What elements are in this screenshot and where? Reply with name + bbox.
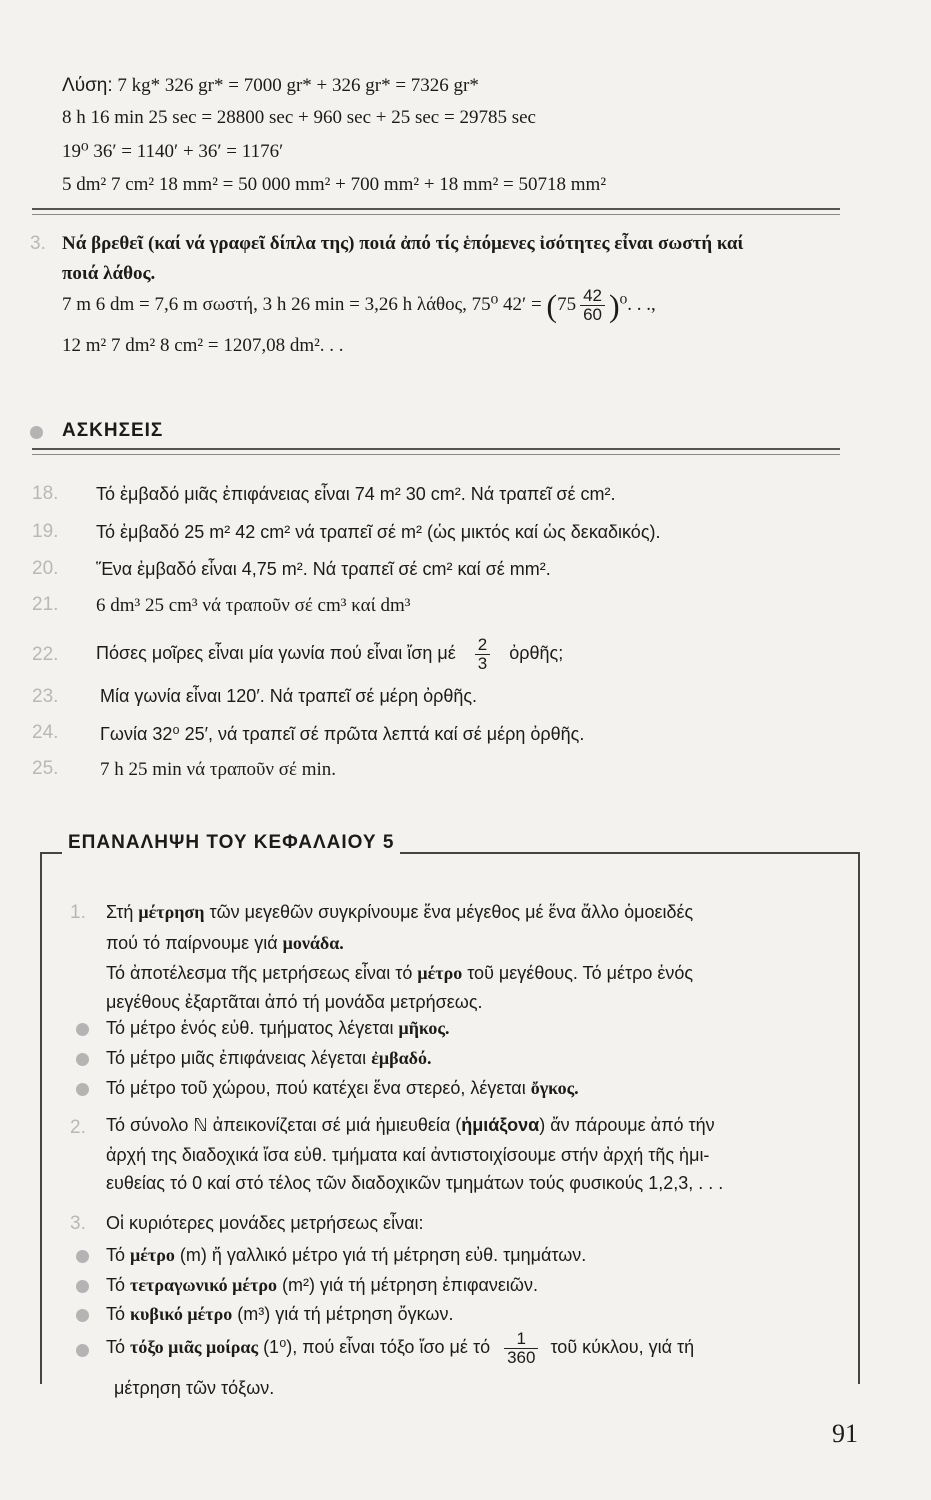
review-unit-4 [106,1325,694,1369]
exercise-22-frac-num: 2 [475,636,490,655]
exercise-23-number: 23. [32,686,59,707]
solution-line-2: 8 h 16 min 25 sec = 28800 sec + 960 sec + 25 sec = 29785 sec [62,107,536,128]
exercise-25-text: 7 h 25 min νά τραποῦν σέ min. [100,759,337,780]
exercise-22-fraction [475,636,490,673]
review-last-line: μέτρηση τῶν τόξων. [114,1378,275,1398]
open-paren: ( [546,287,558,324]
exercise-24-number: 24. [32,722,59,743]
review-unit-4-a: Τό [106,1337,131,1357]
review-unit-1 [106,1243,586,1267]
review-p2-l1c: ) ἄν πάρουμε ἀπό τήν [539,1115,715,1135]
exercise-22-frac-den: 3 [477,653,488,673]
review-p2-line-3: ευθείας τό 0 καί στό τέλος τῶν διαδοχικῶν τμημάτων τούς φυσικούς 1,2,3, . . . [106,1173,724,1193]
solution-line-4: 5 dm² 7 cm² 18 mm² = 50 000 mm² + 700 mm² + 18 mm² = 50718 mm² [62,174,607,195]
q3-line-4: 12 m² 7 dm² 8 cm² = 1207,08 dm². . . [62,335,344,356]
review-bullet-1-term: μῆκος. [398,1018,450,1038]
review-unit-2 [106,1273,538,1297]
review-unit-3-a: Τό [106,1304,131,1324]
review-bullet-2 [106,1046,431,1070]
review-unit-2-c: (m²) γιά τή μέτρηση ἐπιφανειῶν. [277,1275,538,1295]
review-p1-l3c: τοῦ μεγέθους. Τό μέτρο ἑνός [462,963,694,983]
exercise-22-line [96,631,563,675]
q3-line-3b: ⁰. . ., [619,294,656,315]
q3-frac-num: 42 [580,287,605,306]
exercise-22-tail: ὀρθῆς; [509,643,564,663]
q3-frac-whole: 75 [557,294,577,315]
review-bullet-3 [106,1076,579,1100]
review-unit-4-fraction [504,1330,538,1367]
exercise-21-number: 21. [32,594,59,615]
q3-text-1: Νά βρεθεῖ (καί νά γραφεῖ δίπλα της) ποιά ἀπό τίς ἑπόμενες ἰσότητες εἶναι σωστή καί [62,233,744,254]
q3-frac-den: 60 [583,305,602,325]
review-p1-number: 1. [70,902,86,923]
exercise-18-number: 18. [32,483,59,504]
exercise-22-text: Πόσες μοῖρες εἶναι μία γωνία πού εἶναι ἴση μέ [96,643,456,663]
q3-line-3a: 7 m 6 dm = 7,6 m σωστή, 3 h 26 min = 3,26 h λάθος, 75⁰ 42′ = [62,294,542,315]
page-number: 91 [832,1419,858,1448]
bullet-icon [76,1344,89,1357]
q3-number: 3. [30,233,46,254]
bullet-icon [76,1309,89,1322]
close-paren: ) [609,287,620,324]
exercises-title: ΑΣΚΗΣΕΙΣ [62,420,164,441]
bullet-icon [76,1053,89,1066]
review-p3-line-1: Οἱ κυριότερες μονάδες μετρήσεως εἶναι: [106,1213,424,1233]
review-bullet-2-term: ἐμβαδό. [371,1048,432,1068]
exercise-20-number: 20. [32,558,59,579]
review-p1-l3a: Τό ἀποτέλεσμα τῆς μετρήσεως εἶναι τό [106,963,418,983]
review-unit-4-c: (1⁰), πού εἶναι τόξο ἴσο μέ τό [258,1337,491,1357]
exercise-24-text: Γωνία 32⁰ 25′, νά τραπεῖ σέ πρῶτα λεπτά καί σέ μέρη ὀρθῆς. [100,724,585,744]
review-p1-line-3 [106,961,693,985]
review-p1-line-4: μεγέθους ἐξαρτᾶται ἀπό τή μονάδα μετρήσεως. [106,992,483,1012]
q3-text-2: ποιά λάθος. [62,263,156,284]
solution-line-1 [62,74,479,98]
exercise-21-text: 6 dm³ 25 cm³ νά τραποῦν σέ cm³ καί dm³ [96,595,411,616]
exercises-divider-thin [32,454,840,455]
review-unit-4-frac-num: 1 [504,1330,538,1349]
exercise-19-number: 19. [32,521,59,542]
exercise-18-text: Τό ἐμβαδό μιᾶς ἐπιφάνειας εἶναι 74 m² 30 cm². Νά τραπεῖ σέ cm². [96,484,616,504]
review-bullet-1-text: Τό μέτρο ἑνός εὐθ. τμήματος λέγεται [106,1018,399,1038]
review-p1-l1b: μέτρηση [138,902,205,922]
review-unit-3-term: κυβικό μέτρο [130,1304,233,1324]
review-bullet-3-text: Τό μέτρο τοῦ χώρου, πού κατέχει ἕνα στερεό, λέγεται [106,1078,531,1098]
review-unit-4-d: τοῦ κύκλου, γιά τή [550,1337,695,1357]
review-title: ΕΠΑΝΑΛΗΨΗ ΤΟΥ ΚΕΦΑΛΑΙΟΥ 5 [62,832,400,854]
review-unit-2-a: Τό [106,1275,131,1295]
review-unit-2-term: τετραγωνικό μέτρο [130,1275,277,1295]
bullet-icon [30,426,43,439]
review-p3-number: 3. [70,1213,86,1234]
bullet-icon [76,1023,89,1036]
solution-line-3: 19⁰ 36′ = 1140′ + 36′ = 1176′ [62,141,284,162]
divider-top [32,208,840,210]
review-p2-number: 2. [70,1117,86,1138]
exercise-20-text: Ἕνα ἐμβαδό εἶναι 4,75 m². Νά τραπεῖ σέ cm² καί σέ mm². [96,559,551,579]
bullet-icon [76,1083,89,1096]
review-unit-1-c: (m) ἤ γαλλικό μέτρο γιά τή μέτρηση εὐθ. τμημάτων. [174,1245,587,1265]
bullet-icon [76,1250,89,1263]
review-p2-l1a: Τό σύνολο ℕ ἀπεικονίζεται σέ μιά ἡμιευθεία ( [106,1115,462,1135]
bullet-icon [76,1280,89,1293]
review-unit-1-a: Τό [106,1245,131,1265]
review-p1-l1a: Στή [106,902,139,922]
review-unit-4-term: τόξο μιᾶς μοίρας [130,1337,259,1357]
review-unit-3-c: (m³) γιά τή μέτρηση ὄγκων. [232,1304,454,1324]
exercises-divider [32,448,840,450]
review-bullet-2-text: Τό μέτρο μιᾶς ἐπιφάνειας λέγεται [106,1048,372,1068]
divider-top-thin [32,214,840,215]
review-bullet-1 [106,1016,450,1040]
review-p1-l2b: μονάδα. [282,933,344,953]
review-p2-line-2: ἀρχή της διαδοχικά ἴσα εὐθ. τμήματα καί ἀντιστοιχίσουμε στήν ἀρχή τῆς ἡμι- [106,1145,710,1165]
solution-label: Λύση: [62,75,113,96]
review-p1-l3b: μέτρο [417,963,463,983]
q3-line-3 [62,285,656,326]
review-p2-l1b: ἡμιάξονα [461,1115,540,1135]
review-unit-3 [106,1302,453,1326]
solution-text-1: 7 kg* 326 gr* = 7000 gr* + 326 gr* = 7326 gr* [117,75,479,96]
review-p1-l2a: πού τό παίρνουμε γιά [106,933,283,953]
review-unit-4-frac-den: 360 [507,1347,536,1367]
review-p1-line-1 [106,900,693,924]
exercise-19-text: Τό ἐμβαδό 25 m² 42 cm² νά τραπεῖ σέ m² (ὡς μικτός καί ὡς δεκαδικός). [96,522,661,542]
review-bullet-3-term: ὄγκος. [530,1078,579,1098]
q3-fraction [580,287,605,324]
review-p2-line-1 [106,1113,715,1137]
review-unit-1-term: μέτρο [130,1245,175,1265]
review-p1-line-2 [106,931,344,955]
exercise-22-number: 22. [32,644,59,665]
exercise-25-number: 25. [32,758,59,779]
exercise-23-text: Μία γωνία εἶναι 120′. Νά τραπεῖ σέ μέρη ὀρθῆς. [100,686,478,706]
review-p1-l1c: τῶν μεγεθῶν συγκρίνουμε ἕνα μέγεθος μέ ἕνα ἄλλο ὁμοειδές [204,902,694,922]
